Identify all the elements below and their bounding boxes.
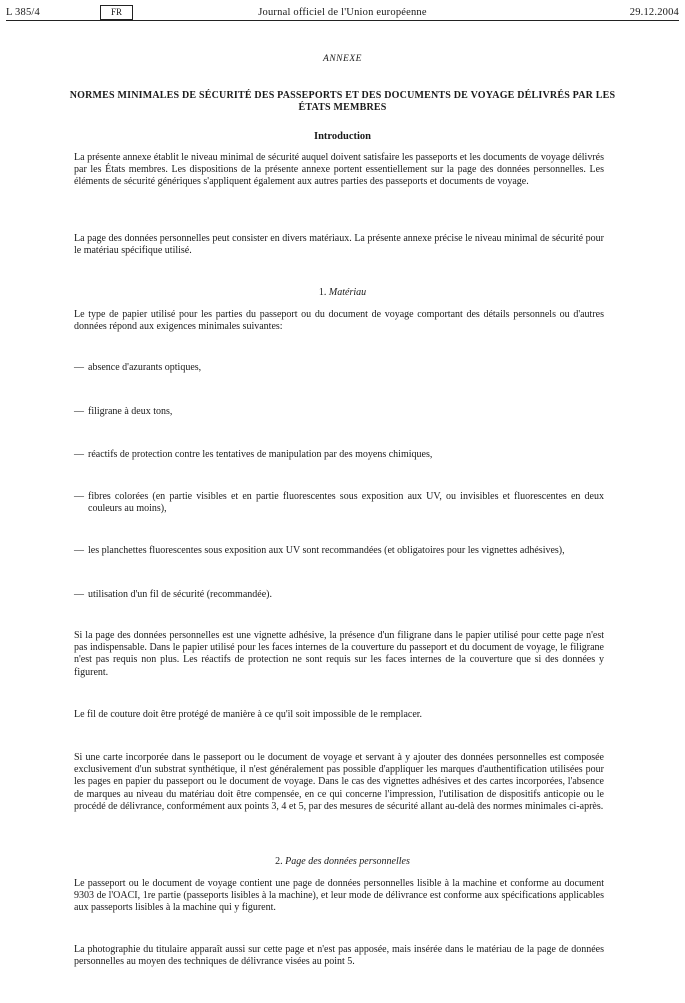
annex-label: ANNEXE <box>323 54 362 64</box>
intro-paragraph-1: La présente annexe établit le niveau minimal de sécurité auquel doivent satisfaire les passeports et les documents de voyage délivrés par les États membres. Les dispositions de la présente annexe portent essentiellement sur la page des données personnelles. Les éléments de sécurité génériques s'appliquent également aux autres parties des passeports et documents de voyage. <box>74 152 604 188</box>
list-item-text: filigrane à deux tons, <box>88 406 173 417</box>
journal-title: Journal officiel de l'Union européenne <box>258 7 427 18</box>
bullet-dash: — <box>74 589 84 600</box>
page-reference: L 385/4 <box>6 7 40 18</box>
section-2-paragraph-2: La photographie du titulaire apparaît aussi sur cette page et n'est pas apposée, mais insérée dans le matériau de la page de données personnelles au moyen des techniques de délivrance visées au point 5. <box>74 944 604 968</box>
list-item-text: absence d'azurants optiques, <box>88 362 202 373</box>
section-2-paragraph-1: Le passeport ou le document de voyage contient une page de données personnelles lisible à la machine et conforme au document 9303 de l'OACI, 1re partie (passeports lisibles à la machine), et leur mode de délivrance est conforme aux spécifications applicables aux passeports lisibles à la machine qui y figurent. <box>74 878 604 914</box>
section-1-title: Matériau <box>328 287 367 298</box>
section-1-paragraph-3: Si une carte incorporée dans le passeport ou le document de voyage et servant à y ajouter des données personnelles est composée exclusivement d'un substrat synthétique, il n'est généralement pas possible d'appliquer les marques d'authentification utilisées pour les pages en papier du passeport ou le document de voyage. Dans le cas des vignettes adhésives et des cartes incorporées, l'absence de marques au niveau du matériau doit être compensée, en ce qui concerne l'impression, l'utilisation de dispositifs anticopie ou le procédé de délivrance, conformément aux points 3, 4 et 5, par des mesures de sécurité allant au-delà des normes minimales ci-après. <box>74 752 604 812</box>
section-1-paragraph-2: Le fil de couture doit être protégé de manière à ce qu'il soit impossible de le remplacer. <box>74 709 423 720</box>
bullet-dash: — <box>74 406 84 417</box>
bullet-dash: — <box>74 491 84 502</box>
list-item <box>74 491 604 515</box>
header-divider <box>6 20 679 21</box>
list-item <box>74 449 604 461</box>
intro-paragraph-2: La page des données personnelles peut consister en divers matériaux. La présente annexe précise le niveau minimal de sécurité pour le matériau spécifique utilisé. <box>74 233 604 257</box>
publication-date: 29.12.2004 <box>629 7 679 18</box>
bullet-dash: — <box>74 362 84 373</box>
section-2-title: Page des données personnelles <box>285 856 410 867</box>
list-item-text: les planchettes fluorescentes sous exposition aux UV sont recommandées (et obligatoires pour les vignettes adhésives), <box>88 545 565 556</box>
list-item-text: utilisation d'un fil de sécurité (recommandée). <box>88 589 272 600</box>
list-item-text: fibres colorées (en partie visibles et en partie fluorescentes sous exposition aux UV, ou invisibles et fluorescentes en deux couleurs au moins), <box>88 491 604 515</box>
language-badge: FR <box>100 5 133 20</box>
intro-heading: Introduction <box>314 131 371 142</box>
section-1-number: 1. <box>318 287 327 298</box>
list-item <box>74 589 604 601</box>
section-1-heading <box>0 287 685 298</box>
list-item-text: réactifs de protection contre les tentatives de manipulation par des moyens chimiques, <box>88 449 433 460</box>
bullet-dash: — <box>74 545 84 556</box>
bullet-dash: — <box>74 449 84 460</box>
list-item <box>74 362 604 374</box>
section-2-number: 2. <box>275 856 283 867</box>
section-2-heading <box>0 856 685 867</box>
list-item <box>74 406 604 418</box>
document-title: NORMES MINIMALES DE SÉCURITÉ DES PASSEPORTS ET DES DOCUMENTS DE VOYAGE DÉLIVRÉS PAR LES ÉTATS MEMBRES <box>69 90 616 113</box>
list-item <box>74 545 604 557</box>
section-1-paragraph-1: Si la page des données personnelles est une vignette adhésive, la présence d'un filigrane dans le papier utilisé pour cette page n'est pas indispensable. Dans le papier utilisé pour les faces internes de la couverture du passeport et du document de voyage, le filigrane n'est pas requis non plus. Les réactifs de protection ne sont requis sur les faces internes de la couverture que si des données y figurent. <box>74 630 604 678</box>
section-1-lead: Le type de papier utilisé pour les parties du passeport ou du document de voyage comportant des détails personnels ou d'autres données répond aux exigences minimales suivantes: <box>74 309 604 333</box>
